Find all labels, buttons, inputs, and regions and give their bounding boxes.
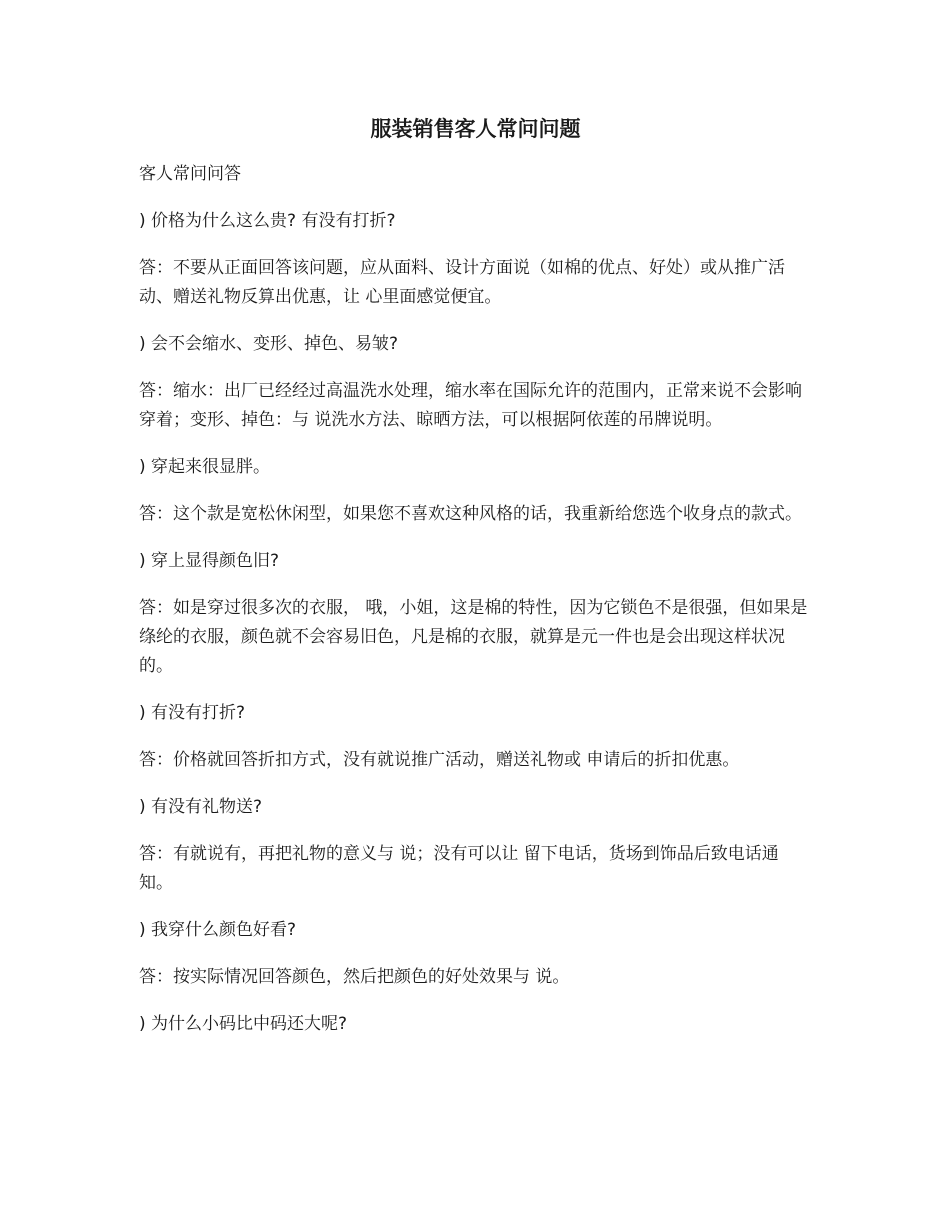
question-5: ) 有没有打折? xyxy=(139,703,246,723)
answer-4: 答：如是穿过很多次的衣服， 哦，小姐，这是棉的特性，因为它锁色不是很强，但如果是绦纶的衣服，颜色就不会容易旧色，凡是棉的衣服，就算是元一件也是会出现这样状况的。 xyxy=(139,598,808,676)
answer-2: 答：缩水：出厂已经经过高温洗水处理，缩水率在国际允许的范围内，正常来说不会影响穿着；变形、掉色：与 说洗水方法、晾晒方法，可以根据阿依莲的吊牌说明。 xyxy=(139,381,802,430)
answer-5: 答：价格就回答折扣方式，没有就说推广活动，赠送礼物或 申请后的折扣优惠。 xyxy=(139,750,740,770)
question-8: ) 为什么小码比中码还大呢? xyxy=(139,1014,348,1034)
question-2: ) 会不会缩水、变形、掉色、易皱? xyxy=(139,334,399,354)
answer-7: 答：按实际情况回答颜色，然后把颜色的好处效果与 说。 xyxy=(139,967,570,987)
document-subtitle: 客人常问问答 xyxy=(139,164,241,184)
answer-1: 答：不要从正面回答该问题，应从面料、设计方面说（如棉的优点、好处）或从推广活动、赠送礼物反算出优惠，让 心里面感觉便宜。 xyxy=(139,258,785,307)
qa-list xyxy=(139,207,812,1039)
question-4: ) 穿上显得颜色旧? xyxy=(139,551,280,571)
question-7: ) 我穿什么颜色好看? xyxy=(139,920,297,940)
question-3: ) 穿起来很显胖。 xyxy=(139,457,271,477)
document-title: 服装销售客人常问问题 xyxy=(370,117,581,141)
answer-3: 答：这个款是宽松休闲型，如果您不喜欢这种风格的话，我重新给您选个收身点的款式。 xyxy=(139,504,802,524)
answer-6: 答：有就说有，再把礼物的意义与 说；没有可以让 留下电话，货场到饰品后致电话通知。 xyxy=(139,844,779,893)
question-1: ) 价格为什么这么贵? 有没有打折? xyxy=(139,211,396,231)
question-6: ) 有没有礼物送? xyxy=(139,797,263,817)
